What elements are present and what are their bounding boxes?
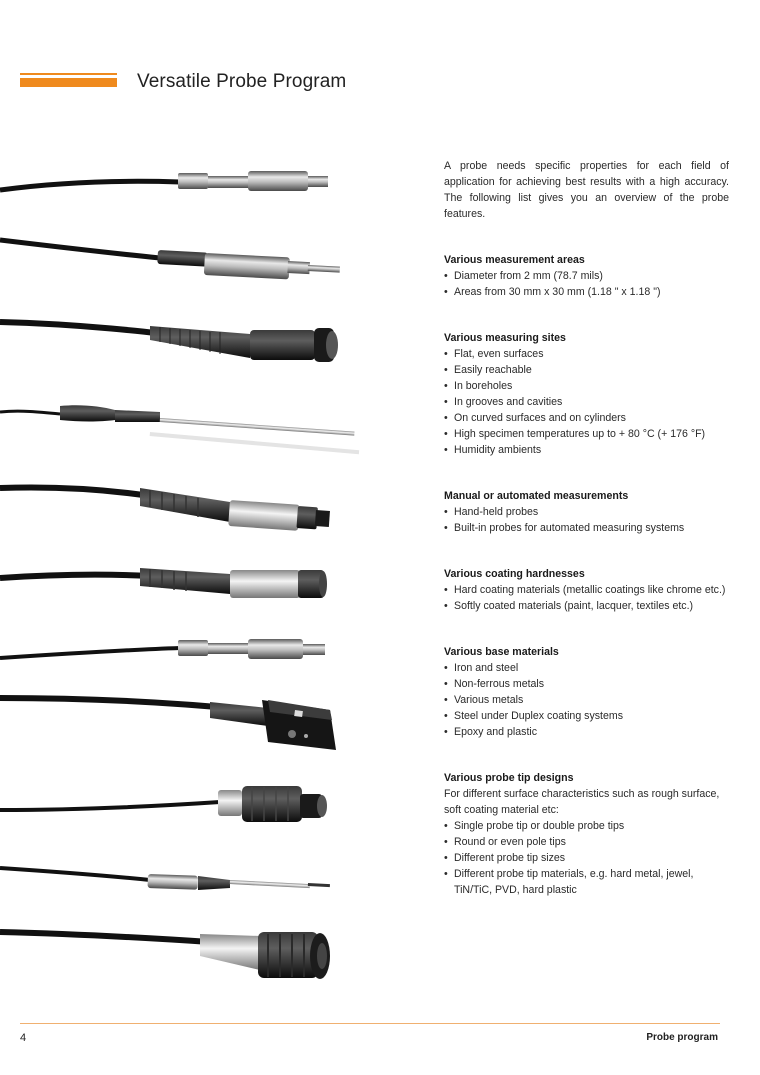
footer-divider [20,1023,720,1024]
list-item: • High specimen temperatures up to + 80 °C (+ 176 °F) [444,426,729,442]
section-base-materials [444,644,729,740]
feature-list [444,158,729,928]
section-heading: Various coating hardnesses [444,568,585,580]
section-measurement-areas [444,252,729,300]
list-item: • Iron and steel [444,660,729,676]
list-item: • Epoxy and plastic [444,724,729,740]
footer-section-label: Probe program [646,1032,718,1043]
list-item: • Softly coated materials (paint, lacquer, textiles etc.) [444,598,729,614]
section-heading: Various probe tip designs [444,772,574,784]
probe-8 [0,698,336,750]
list-item: • Easily reachable [444,362,729,378]
probe-3 [0,322,338,362]
list-item: • In boreholes [444,378,729,394]
list-item: • Steel under Duplex coating systems [444,708,729,724]
probes-photo [0,150,360,1000]
section-heading: Various base materials [444,646,559,658]
list-item: • Different probe tip sizes [444,850,729,866]
list-item: • Hand-held probes [444,504,729,520]
section-heading: Various measuring sites [444,332,566,344]
section-coating-hardnesses [444,566,729,614]
probe-4 [0,405,359,454]
section-heading: Manual or automated measurements [444,490,629,502]
list-item: • Built-in probes for automated measuring systems [444,520,729,536]
probe-10 [0,868,330,890]
page-title: Versatile Probe Program [137,71,347,92]
probe-9 [0,786,327,822]
probe-1 [0,171,328,191]
probe-7 [0,639,325,659]
list-item: • Single probe tip or double probe tips [444,818,729,834]
list-item: • Areas from 30 mm x 30 mm (1.18 " x 1.18 ") [444,284,729,300]
section-measuring-sites [444,330,729,458]
page-number: 4 [20,1032,27,1044]
list-item: • On curved surfaces and on cylinders [444,410,729,426]
section-probe-tip-designs [444,770,729,898]
header-accent-bar [20,73,117,88]
probe-5 [0,487,330,530]
list-item: • Hard coating materials (metallic coatings like chrome etc.) [444,582,729,598]
probe-2 [0,240,340,279]
list-item: • Different probe tip materials, e.g. hard metal, jewel, TiN/TiC, PVD, hard plastic [444,866,729,898]
section-manual-automated [444,488,729,536]
probe-6 [0,568,327,598]
list-item: • Humidity ambients [444,442,729,458]
section-description: For different surface characteristics such as rough surface, soft coating material etc: [444,788,720,816]
probe-11 [0,932,330,979]
intro-paragraph: A probe needs specific properties for each field of application for achieving best results with a high accuracy. The following list gives you an overview of the probe features. [444,160,729,220]
list-item: • Flat, even surfaces [444,346,729,362]
list-item: • Non-ferrous metals [444,676,729,692]
list-item: • In grooves and cavities [444,394,729,410]
section-heading: Various measurement areas [444,254,585,266]
list-item: • Diameter from 2 mm (78.7 mils) [444,268,729,284]
list-item: • Round or even pole tips [444,834,729,850]
list-item: • Various metals [444,692,729,708]
